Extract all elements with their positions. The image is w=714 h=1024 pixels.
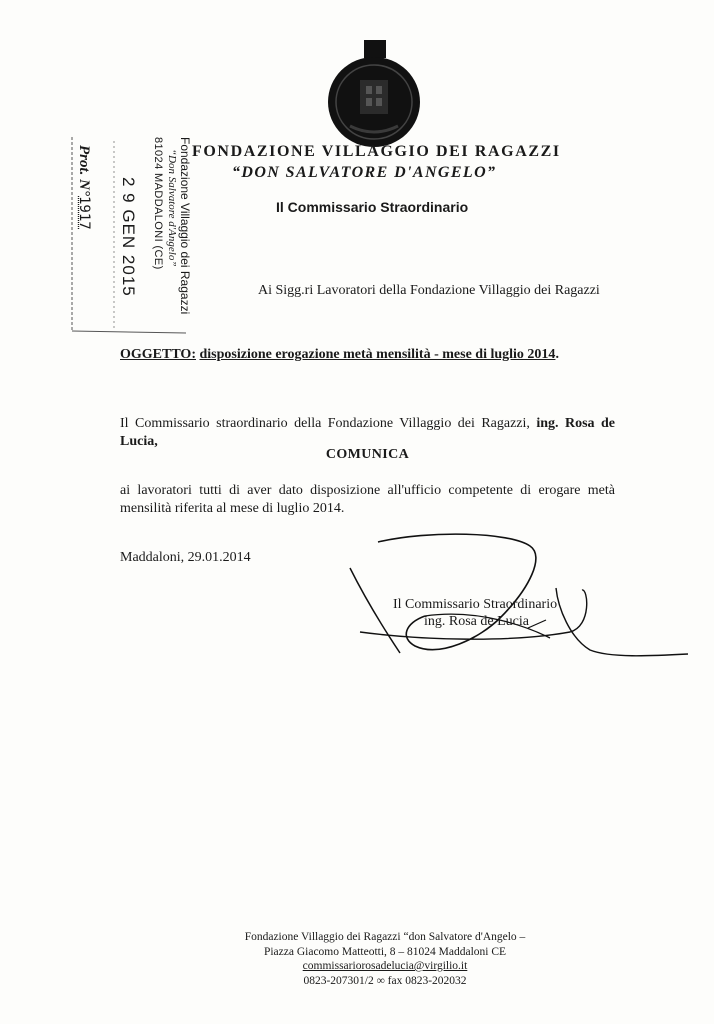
org-name-line1: FONDAZIONE VILLAGGIO DEI RAGAZZI [192,143,561,160]
footer-email[interactable]: commissariorosadelucia@virgilio.it [302,960,468,972]
commissioner-name: ing. Rosa de Lucia, [120,416,615,449]
stamp-address: 81024 MADDALONI (CE) [152,137,164,270]
subject-label: OGGETTO: [120,347,196,362]
footer-phone: 0823-207301/2 ∞ fax 0823-202032 [303,974,467,987]
protocol-number: 1917 [76,196,92,230]
signature-title: Il Commissario Straordinario [393,597,558,612]
comunica-heading: COMUNICA [325,447,410,462]
protocol-label: Prot. N° [76,145,92,196]
addressee-line: Ai Sigg.ri Lavoratori della Fondazione Villaggio dei Ragazzi [258,283,600,298]
place-date: Maddaloni, 29.01.2014 [120,550,251,565]
subject-end: . [555,347,559,362]
protocol-stamp [66,135,194,335]
page-title: Il Commissario Straordinario [276,199,469,215]
body-text-paragraph: ai lavoratori tutti di aver dato disposizione all'ufficio competente di erogare metà mensilità riferita al mese di luglio 2014. [120,483,615,516]
stamp-protocol [75,145,92,230]
org-name-line2: “DON SALVATORE D'ANGELO” [232,164,497,181]
stamp-date: 2 9 GEN 2015 [119,177,138,297]
subject-line [120,347,559,363]
footer-line2: Piazza Giacomo Matteotti, 8 – 81024 Maddaloni CE [263,945,507,958]
footer-line1: Fondazione Villaggio dei Ragazzi “don Salvatore d'Angelo – [244,931,526,943]
body-intro-paragraph [120,415,615,451]
foundation-seal-logo [326,40,422,150]
footer [180,930,590,988]
subject-text: disposizione erogazione metà mensilità - mese di luglio 2014 [199,347,556,362]
body-intro: Il Commissario straordinario della Fondazione Villaggio dei Ragazzi, [120,416,537,431]
stamp-org: Fondazione Villaggio dei Ragazzi [178,137,192,315]
signature-name: ing. Rosa de Lucia [424,614,529,629]
stamp-subtitle: “Don Salvatore d'Angelo” [166,149,178,267]
